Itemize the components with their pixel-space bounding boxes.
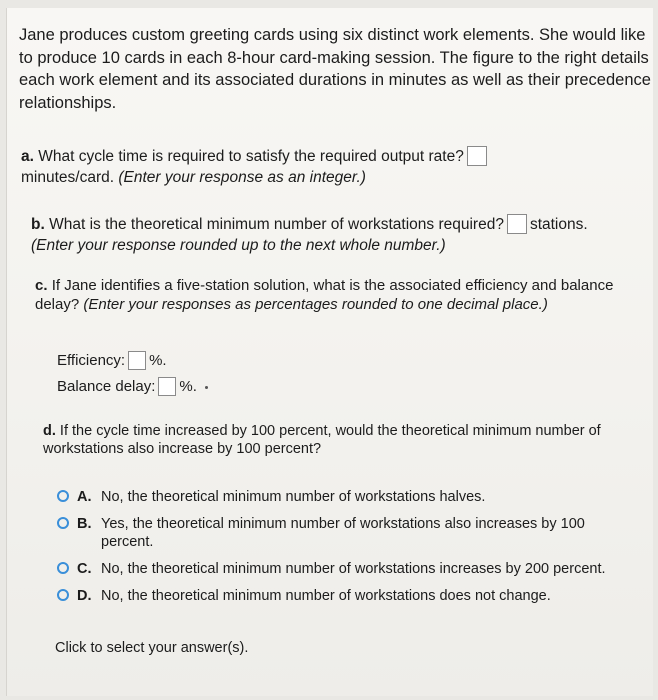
part-a-question: What cycle time is required to satisfy the required output rate? — [38, 148, 464, 165]
radio-button[interactable] — [57, 490, 69, 502]
efficiency-label: Efficiency: — [57, 352, 126, 369]
part-b-unit: stations. — [529, 216, 588, 233]
efficiency-row — [57, 350, 167, 371]
option-text: Yes, the theoretical minimum number of workstations also increases by 100 percent. — [101, 516, 585, 550]
balance-delay-row — [57, 376, 208, 397]
radio-button[interactable] — [57, 517, 69, 529]
part-c-question: If Jane identifies a five-station solution, what is the associated efficiency and balance delay? — [35, 277, 614, 313]
option-d[interactable] — [53, 587, 613, 605]
radio-button[interactable] — [57, 562, 69, 574]
part-a-hint: (Enter your response as an integer.) — [118, 169, 366, 186]
balance-delay-percent: %. — [179, 378, 197, 395]
part-b-hint: (Enter your response rounded up to the next whole number.) — [31, 237, 446, 254]
efficiency-percent: %. — [149, 352, 167, 369]
option-letter: D. — [77, 588, 92, 604]
part-c — [35, 276, 625, 314]
option-c[interactable] — [53, 560, 613, 578]
balance-delay-label: Balance delay: — [57, 378, 156, 395]
part-b-question: What is the theoretical minimum number of workstations required? — [49, 216, 504, 233]
cycle-time-input[interactable] — [467, 146, 487, 166]
part-a-unit: minutes/card. — [21, 169, 115, 186]
answer-options — [53, 488, 613, 614]
option-a[interactable] — [53, 488, 613, 506]
part-d — [43, 422, 603, 458]
question-panel — [6, 8, 653, 696]
instruction-footer: Click to select your answer(s). — [55, 640, 249, 656]
efficiency-input[interactable] — [128, 351, 146, 370]
workstations-input[interactable] — [507, 214, 527, 234]
stray-dot — [205, 386, 208, 389]
part-d-question: If the cycle time increased by 100 percent, would the theoretical minimum number of workstations also increase by 100 percent? — [43, 423, 601, 457]
part-d-label: d. — [43, 423, 56, 439]
part-a — [21, 146, 621, 188]
option-text: No, the theoretical minimum number of workstations does not change. — [101, 588, 551, 604]
option-letter: A. — [77, 489, 92, 505]
option-b[interactable] — [53, 515, 613, 551]
problem-statement: Jane produces custom greeting cards using six distinct work elements. She would like to produce 10 cards in each 8-hour card-making session. The figure to the right details each work element and its associated durations in minutes as well as their precedence relationships. — [19, 26, 651, 112]
part-c-label: c. — [35, 277, 48, 294]
radio-button[interactable] — [57, 589, 69, 601]
option-text: No, the theoretical minimum number of workstations increases by 200 percent. — [101, 561, 606, 577]
option-text: No, the theoretical minimum number of workstations halves. — [101, 489, 486, 505]
part-b — [31, 214, 651, 256]
balance-delay-input[interactable] — [158, 377, 176, 396]
part-c-hint: (Enter your responses as percentages rounded to one decimal place.) — [83, 296, 548, 313]
option-letter: B. — [77, 516, 92, 532]
part-a-label: a. — [21, 148, 34, 165]
option-letter: C. — [77, 561, 92, 577]
part-b-label: b. — [31, 216, 45, 233]
